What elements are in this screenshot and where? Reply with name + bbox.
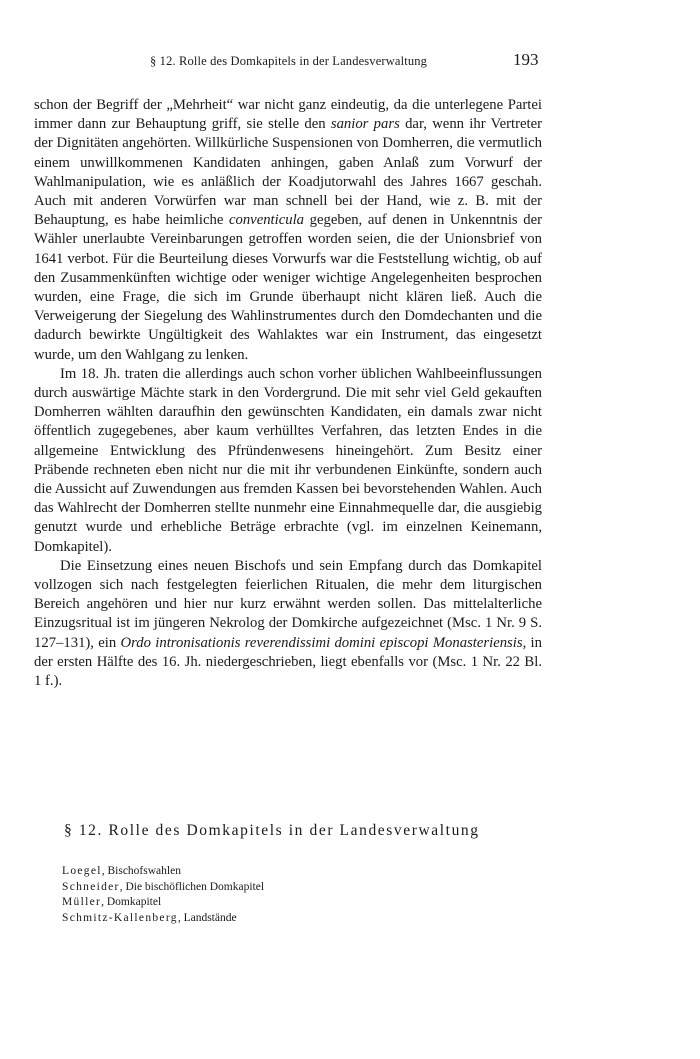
literature-list xyxy=(62,864,482,926)
literature-entry xyxy=(62,895,482,911)
body-text xyxy=(34,96,542,691)
literature-author: Schneider xyxy=(62,880,120,893)
text-run: schon der Begriff der „Mehrheit“ war nicht ganz eindeutig, da die unterlegene Partei immer dann zur Behauptung griff, sie stelle den xyxy=(34,97,542,133)
text-run: dar, wenn ihr Vertreter der Dignitäten angehörten. Willkürliche Suspensionen von Domherren, die vermutlich einem unwillkommenen Kandidaten anhingen, gaben Anlaß zum Vorwurf der Wahlmanipulation, wie es anläßlich der Koadjutorwahl des Jahres 1667 geschah. Auch mit anderen Vorwürfen war man schnell bei der Hand, wie z. B. mit der Behauptung, es habe heimliche xyxy=(34,116,542,229)
running-head xyxy=(0,50,700,72)
text-run: Die Einsetzung eines neuen Bischofs und sein Empfang durch das Domkapitel vollzogen sich nach festgelegten feierlichen Ritualen, die mehr dem liturgischen Bereich angehören und hier nur kurz erwähnt werden sollen. Das mittelalterliche Einzugsritual ist im jüngeren Nekrolog der Domkirche aufgezeichnet (Msc. 1 Nr. 9 S. 127–131), ein xyxy=(34,557,542,651)
running-title: § 12. Rolle des Domkapitels in der Landesverwaltung xyxy=(150,54,428,68)
literature-entry xyxy=(62,864,482,880)
literature-title: , Domkapitel xyxy=(101,896,162,908)
literature-entry xyxy=(62,880,482,896)
italic-term: sanior pars xyxy=(330,116,400,133)
literature-author: Loegel xyxy=(62,865,102,877)
literature-author: Schmitz-Kallenberg xyxy=(62,911,178,924)
literature-title: , Landstände xyxy=(177,911,237,924)
section-heading: § 12. Rolle des Domkapitels in der Landesverwaltung xyxy=(64,822,480,839)
literature-entry xyxy=(62,911,482,927)
paragraph xyxy=(34,557,542,691)
text-run: , in der ersten Hälfte des 16. Jh. niedergeschrieben, liegt ebenfalls vor (Msc. 1 Nr. 22 Bl. 1 f.). xyxy=(34,634,542,690)
italic-term: conventicula xyxy=(228,212,305,229)
italic-term: Ordo intronisationis reverendissimi domini episcopi Monasteriensis xyxy=(120,634,523,651)
literature-title: , Die bischöflichen Domkapitel xyxy=(119,880,265,893)
paragraph xyxy=(34,365,542,557)
page-number: 193 xyxy=(513,50,539,69)
text-run: gegeben, auf denen in Unkenntnis der Wähler unerlaubte Vereinbarungen getroffen worden seien, die der Unionsbrief von 1641 verbot. Für die Beurteilung dieses Vorwurfs war die Feststellung wichtig, ob auf den Zusammenkünften wichtige oder weniger wichtige Angelegenheiten besprochen wurden, eine Frage, die sich im Grunde überhaupt nicht klären ließ. Auch die Verweigerung der Siegelung des Wahlinstrumentes durch den Domdechanten und die dadurch bewirkte Ungültigkeit des Wahlaktes war ein Instrument, das eingesetzt wurde, um den Wahlgang zu lenken. xyxy=(34,212,542,363)
literature-title: , Bischofswahlen xyxy=(101,865,181,877)
paragraph xyxy=(34,96,542,365)
literature-author: Müller xyxy=(62,896,102,908)
text-run: Im 18. Jh. traten die allerdings auch schon vorher üblichen Wahlbeeinflussungen durch auswärtige Mächte stark in den Vordergrund. Die mit sehr viel Geld gekauften Domherren wählten daraufhin den gewünschten Kandidaten, ein damals zwar nicht öffentlich zugegebenes, aber kaum verhülltes Verfahren, das letzten Endes in die allgemeine Entwicklung des Pfründenwesens hineingehört. Zum Besitz einer Präbende rechneten eben nicht nur die mit ihr verbundenen Einkünfte, sondern auch die Aussicht auf Zuwendungen aus fremden Kassen bei bevorstehenden Wahlen. Auch das Wahlrecht der Domherren stellte nunmehr eine Einnahmequelle dar, die ausgiebig genutzt wurde und erhebliche Beträge erbrachte (vgl. im einzelnen Keinemann, Domkapitel). xyxy=(34,365,542,555)
